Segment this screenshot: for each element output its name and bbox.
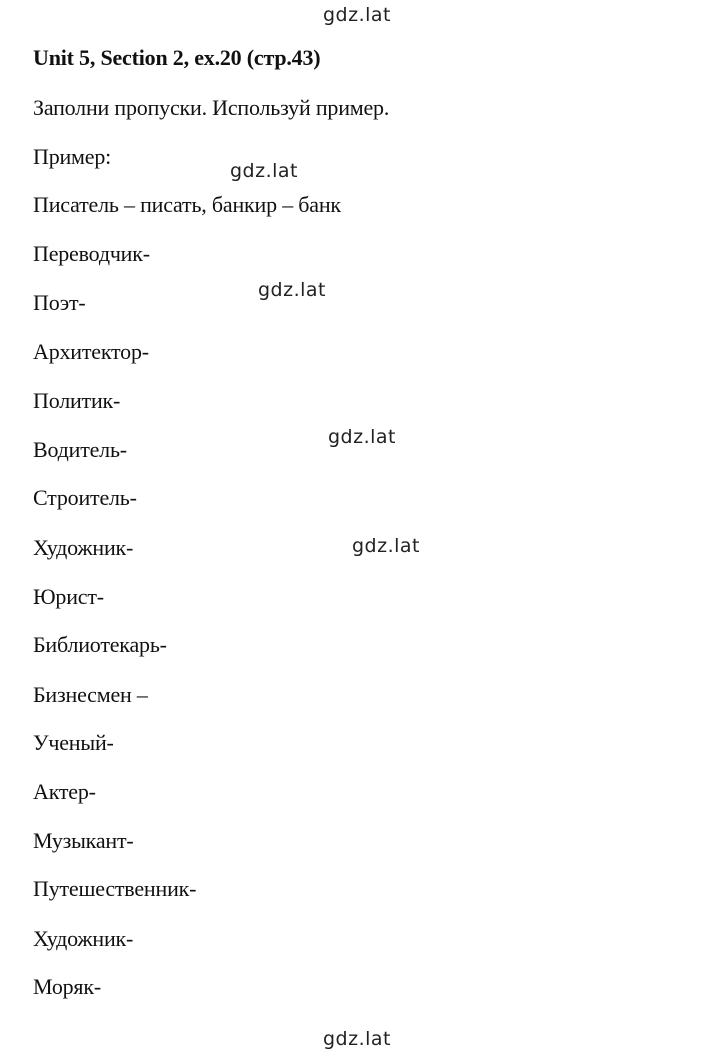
example-label: Пример: (33, 144, 112, 169)
watermark: gdz.lat (258, 279, 327, 301)
list-item: Переводчик- (33, 241, 150, 266)
watermark: gdz.lat (323, 4, 392, 26)
list-item: Бизнесмен – (33, 682, 148, 707)
list-item: Юрист- (33, 584, 104, 609)
example-text: Писатель – писать, банкир – банк (33, 192, 341, 217)
watermark: gdz.lat (352, 535, 421, 557)
watermark: gdz.lat (323, 1028, 392, 1050)
list-item: Музыкант- (33, 828, 134, 853)
list-item: Строитель- (33, 485, 137, 510)
watermark: gdz.lat (328, 426, 397, 448)
list-item: Политик- (33, 388, 121, 413)
list-item: Художник- (33, 535, 134, 560)
list-item: Ученый- (33, 730, 114, 755)
list-item: Моряк- (33, 974, 101, 999)
list-item: Поэт- (33, 290, 86, 315)
exercise-title: Unit 5, Section 2, ex.20 (стр.43) (33, 45, 321, 70)
list-item: Библиотекарь- (33, 632, 167, 657)
list-item: Актер- (33, 779, 96, 804)
instruction-text: Заполни пропуски. Используй пример. (33, 95, 390, 120)
list-item: Водитель- (33, 437, 127, 462)
watermark: gdz.lat (230, 160, 299, 182)
list-item: Путешественник- (33, 876, 197, 901)
list-item: Архитектор- (33, 339, 149, 364)
list-item: Художник- (33, 926, 134, 951)
